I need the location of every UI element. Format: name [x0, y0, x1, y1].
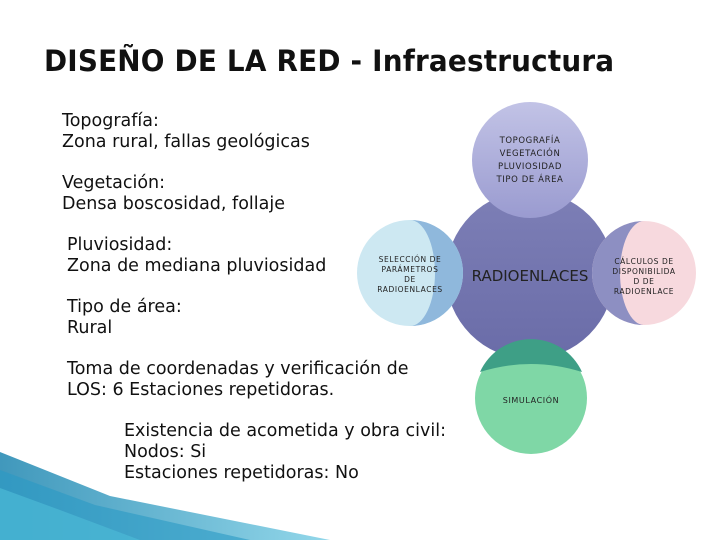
pluviosidad-block: [67, 235, 326, 277]
center-label: RADIOENLACES: [471, 267, 589, 285]
right-label-2: DISPONIBILIDA: [612, 267, 676, 276]
topografia-detail: Zona rural, fallas geológicas: [62, 132, 310, 152]
tipo-area-heading: Tipo de área:: [67, 297, 182, 317]
acometida-line-2: Nodos: Si: [124, 442, 207, 462]
top-label-4: TIPO DE ÁREA: [496, 175, 564, 185]
vegetacion-block: [62, 173, 285, 215]
coordenadas-line-2: LOS: 6 Estaciones repetidoras.: [67, 380, 335, 400]
coordenadas-block: [67, 359, 409, 401]
top-node: [472, 102, 588, 218]
acometida-block: [124, 421, 446, 484]
left-label-1: SELECCIÓN DE: [378, 255, 442, 264]
left-label-4: RADIOENLACES: [377, 285, 443, 294]
topografia-heading: Topografía:: [62, 111, 159, 131]
topografia-block: [62, 111, 310, 153]
bottom-label: SIMULACIÓN: [502, 396, 560, 405]
tipo-area-block: [67, 297, 182, 339]
slide-title: DISEÑO DE LA RED - Infraestructura: [44, 44, 615, 78]
pluviosidad-detail: Zona de mediana pluviosidad: [67, 256, 327, 276]
left-label-2: PARÁMETROS: [381, 265, 439, 274]
left-label-3: DE: [404, 275, 416, 284]
right-label-1: CÁLCULOS DE: [614, 257, 674, 266]
top-label-1: TOPOGRAFÍA: [499, 136, 561, 146]
right-label-3: D DE: [633, 277, 655, 286]
top-label-2: VEGETACIÓN: [499, 149, 561, 159]
top-label-3: PLUVIOSIDAD: [498, 162, 562, 172]
acometida-line-3: Estaciones repetidoras: No: [124, 463, 359, 483]
vegetacion-detail: Densa boscosidad, follaje: [62, 194, 285, 214]
acometida-line-1: Existencia de acometida y obra civil:: [124, 421, 446, 441]
right-label-4: RADIOENLACE: [613, 287, 675, 296]
pluviosidad-heading: Pluviosidad:: [67, 235, 173, 255]
coordenadas-line-1: Toma de coordenadas y verificación de: [67, 359, 409, 379]
tipo-area-detail: Rural: [67, 318, 113, 338]
vegetacion-heading: Vegetación:: [62, 173, 166, 193]
